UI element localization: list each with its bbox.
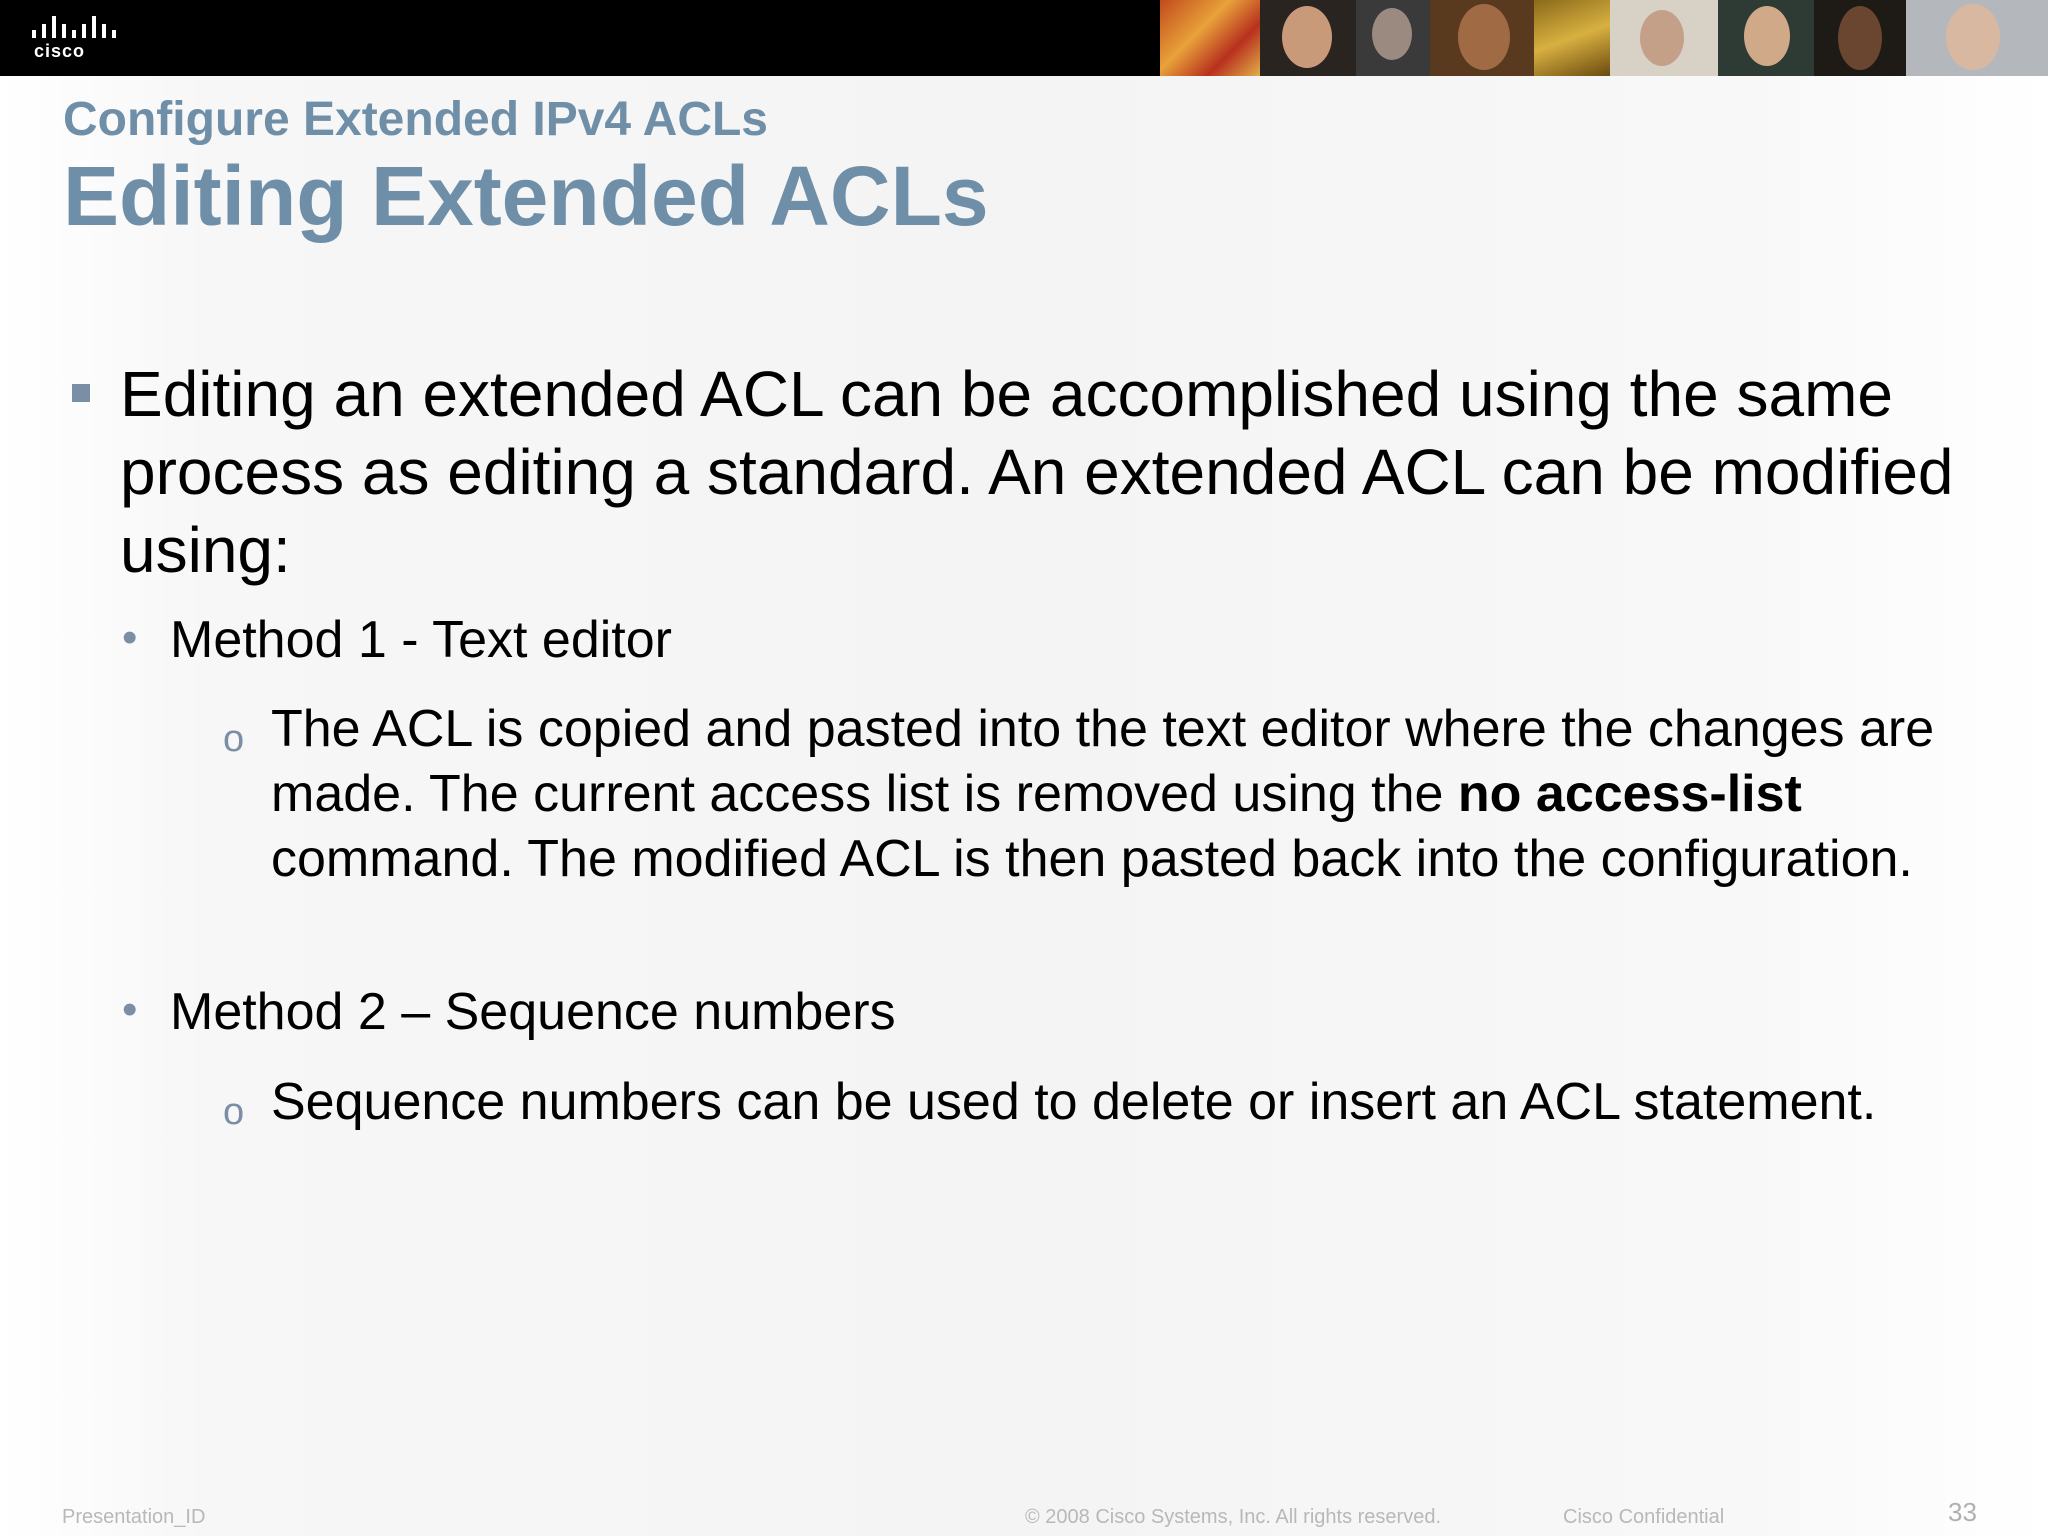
dot-bullet-icon: • [122,613,138,662]
square-bullet-icon [72,384,90,402]
banner-photo-abstract [1534,0,1610,76]
main-bullet-text: Editing an extended ACL can be accomplished using the same process as editing a standard. An extended ACL can be modified using: [120,358,1954,586]
banner-photo-person [1814,0,1906,76]
dot-bullet-icon: • [122,985,138,1034]
footer-presentation-id: Presentation_ID [62,1506,206,1528]
top-banner [0,0,2048,76]
circle-bullet-icon: o [223,1091,245,1133]
banner-photo-person [1718,0,1814,76]
cisco-logo-wordmark: cisco [34,41,86,61]
page-number: 33 [1948,1497,1977,1527]
no-access-list-command: no access-list [1457,765,1802,823]
circle-bullet-icon: o [223,718,245,760]
slide-subtitle: Configure Extended IPv4 ACLs [63,93,768,146]
method-1-bullet [122,608,1970,672]
banner-photo-person [1430,0,1534,76]
method-2-label: Method 2 – Sequence numbers [170,983,896,1041]
method-1-detail [223,697,1971,892]
banner-photo-person [1906,0,2048,76]
banner-photo-strip [1160,0,2048,76]
banner-photo-abstract [1160,0,1260,76]
main-bullet [120,355,1960,589]
banner-photo-person [1356,0,1430,76]
footer-copyright: © 2008 Cisco Systems, Inc. All rights reserved. [1025,1506,1442,1528]
slide-title: Editing Extended ACLs [63,149,989,243]
banner-photo-person [1260,0,1356,76]
method-2-bullet [122,980,1970,1044]
method-1-detail-text-a: The ACL is copied and pasted into the text editor where the changes are made. The current access list is removed using the [271,700,1935,823]
cisco-logo [30,12,120,64]
cisco-logo-bars-icon [32,16,116,38]
method-2-detail [223,1070,1971,1135]
method-2-detail-text: Sequence numbers can be used to delete or insert an ACL statement. [271,1073,1877,1131]
footer-confidential: Cisco Confidential [1563,1506,1725,1528]
method-1-detail-text-b: command. The modified ACL is then pasted back into the configuration. [271,830,1913,888]
method-1-label: Method 1 - Text editor [170,611,672,669]
banner-photo-person [1610,0,1718,76]
